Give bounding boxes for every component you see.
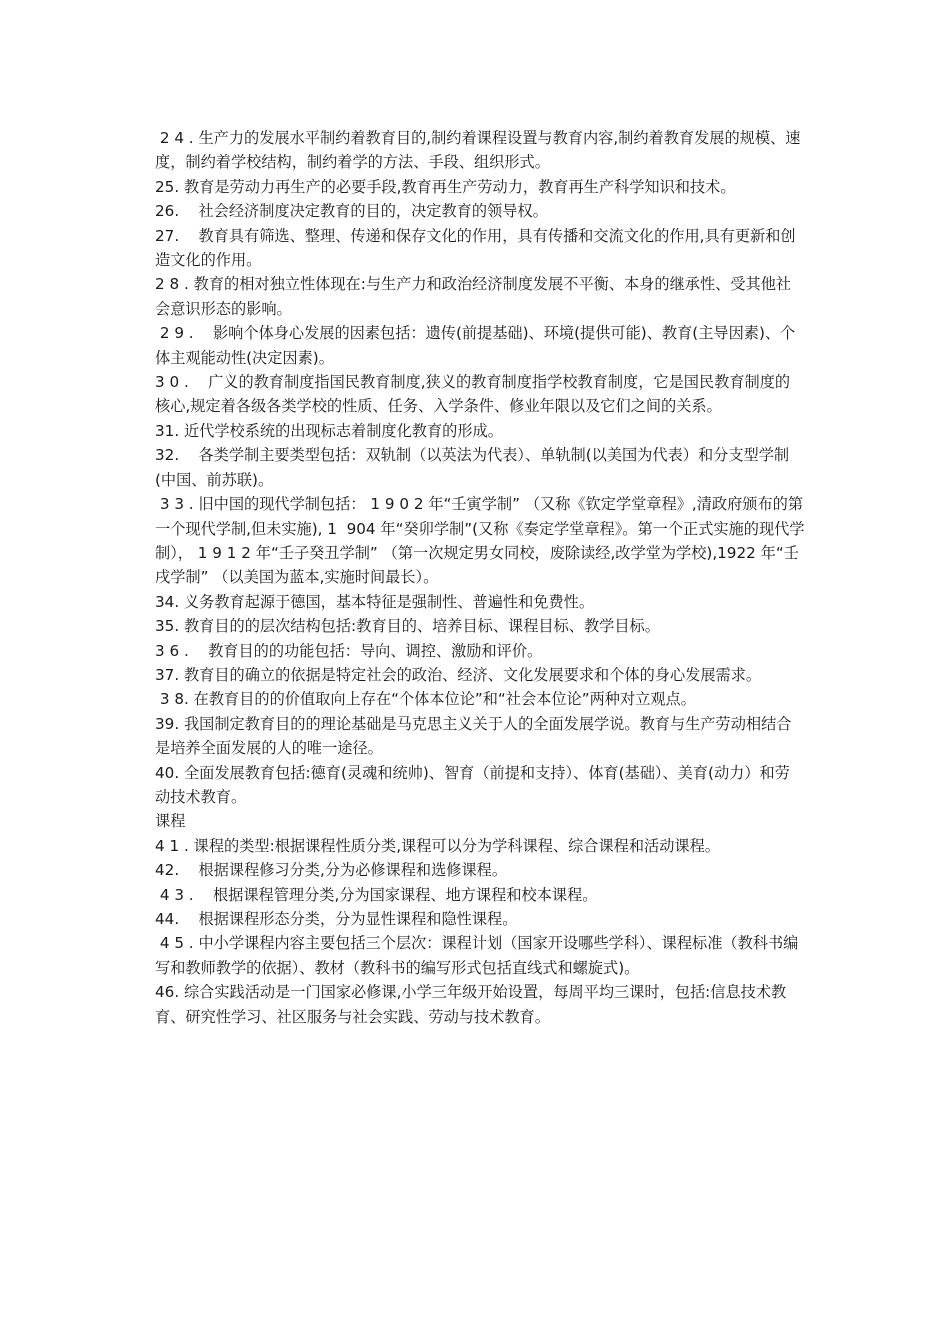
paragraph-31: 31. 近代学校系统的出现标志着制度化教育的形成。 [155, 421, 503, 440]
paragraph-44: 44. 根据课程形态分类，分为显性课程和隐性课程。 [155, 910, 518, 928]
paragraph-29: 2 9 . 影响个体身心发展的因素包括：遗传(前提基础)、环境(提供可能)、教育(主导因素)、个体主观能动性(决定因素)。 [155, 324, 796, 367]
paragraph-42: 42. 根据课程修习分类,分为必修课程和选修课程。 [155, 861, 508, 880]
paragraph-39: 39. 我国制定教育目的的理论基础是马克思主义关于人的全面发展学说。教育与生产劳动相结合是培养全面发展的人的唯一途径。 [155, 714, 792, 758]
paragraph-43: 4 3 . 根据课程管理分类,分为国家课程、地方课程和校本课程。 [155, 885, 598, 904]
paragraph-26: 26. 社会经济制度决定教育的目的，决定教育的领导权。 [155, 202, 548, 221]
paragraph-46: 46. 综合实践活动是一门国家必修课,小学三年级开始设置，每周平均三课时，包括:信息技术教育、研究性学习、社区服务与社会实践、劳动与技术教育。 [155, 983, 787, 1026]
section-heading-curriculum: 课程 [155, 812, 186, 831]
paragraph-41: 4 1 . 课程的类型:根据课程性质分类,课程可以分为学科课程、综合课程和活动课程。 [155, 836, 720, 855]
paragraph-34: 34. 义务教育起源于德国，基本特征是强制性、普遍性和免费性。 [155, 592, 595, 611]
paragraph-30: 3 0 . 广义的教育制度指国民教育制度,狭义的教育制度指学校教育制度，它是国民教育制度的核心,规定着各级各类学校的性质、任务、入学条件、修业年限以及它们之间的关系。 [155, 373, 791, 416]
paragraph-32: 32. 各类学制主要类型包括：双轨制（以英法为代表）、单轨制(以美国为代表）和分支型学制(中国、前苏联)。 [155, 446, 790, 489]
paragraph-28: 2 8 . 教育的相对独立性体现在:与生产力和政治经济制度发展不平衡、本身的继承性、受其他社会意识形态的影响。 [155, 275, 792, 318]
paragraph-36: 3 6 . 教育目的的功能包括：导向、调控、激励和评价。 [155, 641, 543, 660]
paragraph-35: 35. 教育目的的层次结构包括:教育目的、培养目标、课程目标、教学目标。 [155, 617, 660, 636]
document-body [155, 126, 805, 1029]
paragraph-40: 40. 全面发展教育包括:德育(灵魂和统帅)、智育（前提和支持）、体育(基础）、美育(动力）和劳动技术教育。 [155, 763, 790, 806]
paragraph-24: 2 4 . 生产力的发展水平制约着教育目的,制约着课程设置与教育内容,制约着教育发展的规模、速度，制约着学校结构，制约着学的方法、手段、组织形式。 [155, 129, 801, 172]
paragraph-25: 25. 教育是劳动力再生产的必要手段,教育再生产劳动力，教育再生产科学知识和技术。 [155, 177, 736, 196]
paragraph-27: 27. 教育具有筛选、整理、传递和保存文化的作用，具有传播和交流文化的作用,具有更新和创造文化的作用。 [155, 226, 796, 270]
paragraph-45: 4 5 . 中小学课程内容主要包括三个层次：课程计划（国家开设哪些学科）、课程标准（教科书编写和教师教学的依据）、教材（教科书的编写形式包括直线式和螺旋式)。 [155, 934, 799, 977]
paragraph-38: 3 8. 在教育目的的价值取向上存在“个体本位论”和“社会本位论”两种对立观点。 [155, 690, 696, 709]
paragraph-33: 3 3 . 旧中国的现代学制包括： 1 9 0 2 年“壬寅学制” （又称《钦定学堂章程》,清政府颁布的第一个现代学制,但未实施), 1 904 年“癸卯学制”(又称《奏定学堂章程》。第一个正式实施的现代学制）， 1 9 1 2 年“壬子癸丑学制” （第一次规定男女同校，废除读经,改学堂为学校),1922 年“壬戌学制” （以美国为蓝本,实施时间最长）。 [155, 495, 805, 587]
paragraph-37: 37. 教育目的确立的依据是特定社会的政治、经济、文化发展要求和个体的身心发展需求。 [155, 665, 762, 684]
